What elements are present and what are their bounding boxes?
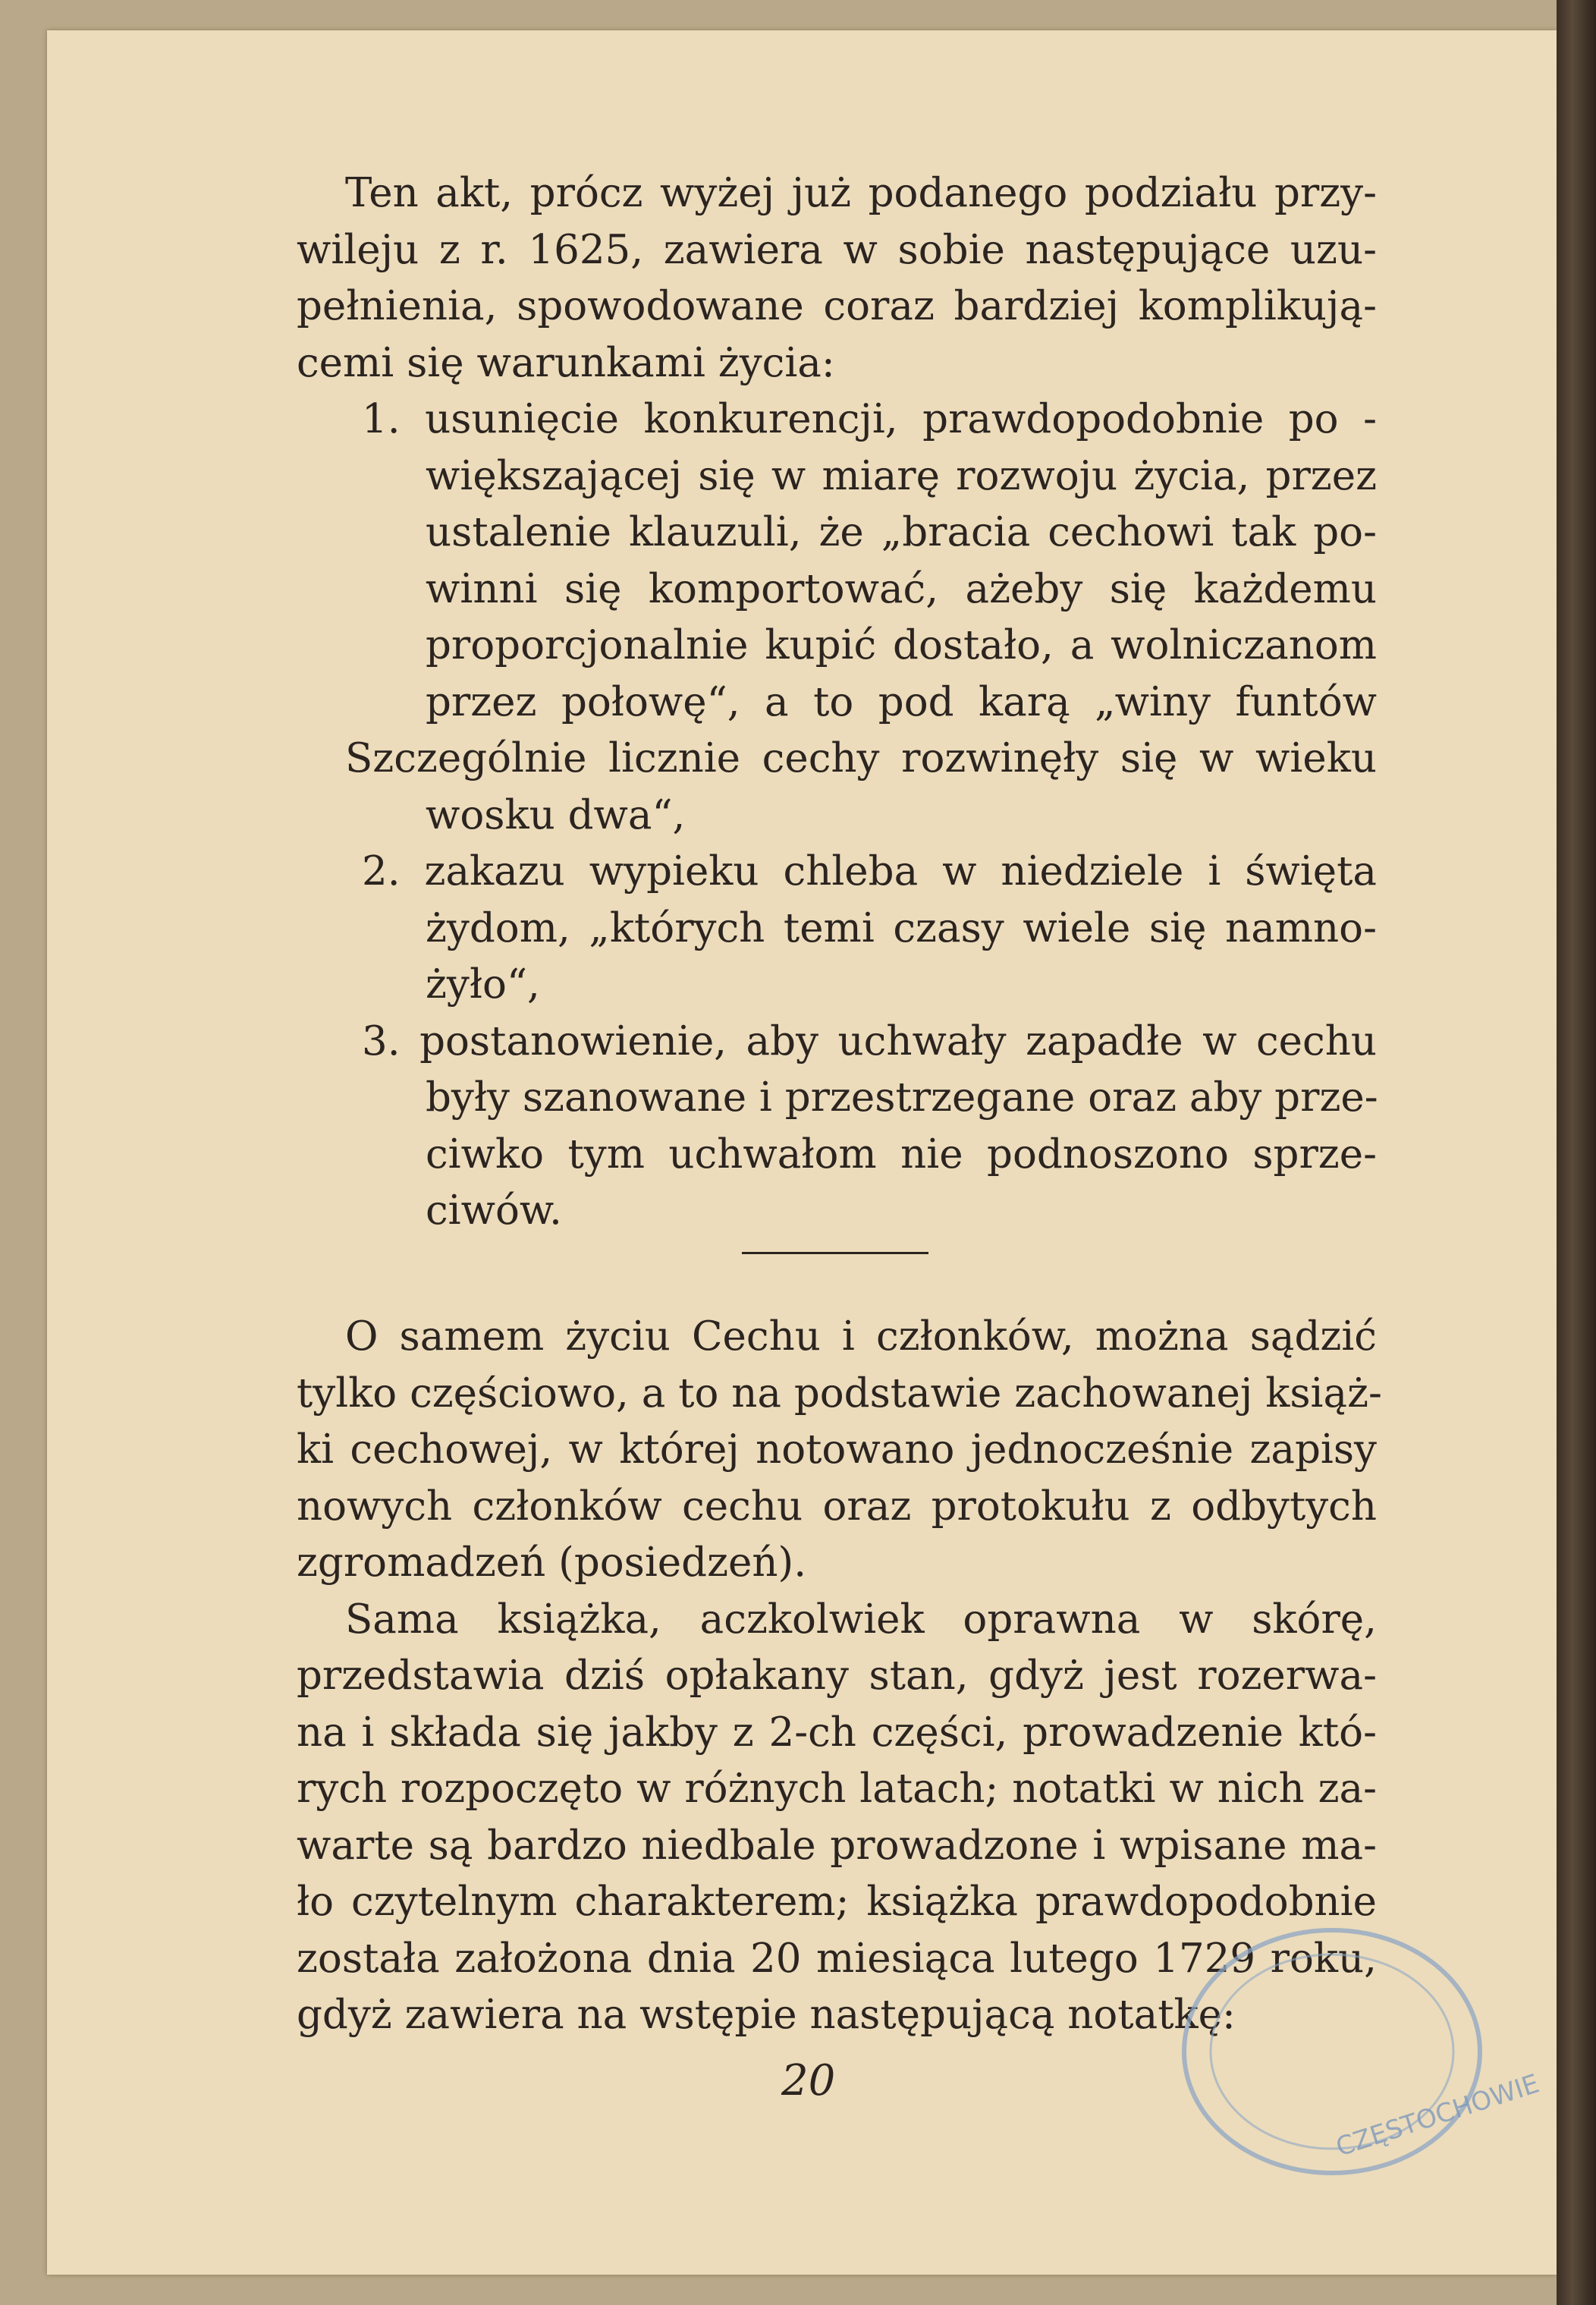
text-line: Sama książka, aczkolwiek oprawna w skórę, <box>345 1596 1377 1643</box>
text-line: nowych członków cechu oraz protokułu z odbytych <box>297 1483 1377 1530</box>
text-line: tylko częściowo, a to na podstawie zachowanej książ- <box>297 1369 1382 1417</box>
text-line: 1. usunięcie konkurencji, prawdopodobnie po - <box>362 396 1377 442</box>
text-line: została założona dnia 20 miesiąca lutego 1729 roku, <box>297 1935 1377 1982</box>
section-divider <box>742 1252 928 1254</box>
text-line: ło czytelnym charakterem; książka prawdopodobnie <box>297 1879 1377 1925</box>
list-item-2 <box>297 844 1377 1014</box>
book-binding-edge <box>1557 0 1596 2305</box>
text-line: wosku dwa“, <box>426 791 686 838</box>
text-line: cemi się warunkami życia: <box>297 339 835 386</box>
text-line: winni się komportować, ażeby się każdemu <box>426 565 1377 612</box>
text-line: zgromadzeń (posiedzeń). <box>297 1539 807 1586</box>
text-line: wileju z r. 1625, zawiera w sobie następujące uzu- <box>297 226 1377 273</box>
stamp-label: CZĘSTOCHOWIE <box>1332 2068 1543 2163</box>
text-line: przedstawia dziś opłakany stan, gdyż jest rozerwa- <box>297 1652 1377 1699</box>
page-number: 20 <box>781 2056 836 2105</box>
list-item-3 <box>297 1014 1377 1240</box>
page-text <box>297 165 1377 1240</box>
text-line: żyło“, <box>426 961 540 1008</box>
text-line: większającej się w miarę rozwoju życia, przez <box>426 452 1377 499</box>
paragraph-2 <box>297 1309 1382 1592</box>
text-line: O samem życiu Cechu i członków, można sądzić <box>345 1313 1377 1360</box>
text-line: warte są bardzo niedbale prowadzone i wpisane ma- <box>297 1822 1377 1869</box>
text-line: proporcjonalnie kupić dostało, a wolniczanom <box>426 622 1377 668</box>
text-line: na i składa się jakby z 2-ch części, prowadzenie któ- <box>297 1709 1377 1756</box>
text-line: 2. zakazu wypieku chleba w niedziele i święta <box>362 848 1377 895</box>
paragraph-1 <box>297 165 1377 392</box>
text-line: Ten akt, prócz wyżej już podanego podziału przy- <box>345 170 1377 216</box>
text-line: ustalenie klauzuli, że „bracia cechowi tak po- <box>426 509 1377 555</box>
text-line: 3. postanowienie, aby uchwały zapadłe w cechu <box>362 1017 1377 1064</box>
text-line: żydom, „których temi czasy wiele się namno- <box>426 904 1377 951</box>
text-line: ki cechowej, w której notowano jednocześnie zapisy <box>297 1426 1377 1473</box>
text-line: były szanowane i przestrzegane oraz aby prze- <box>426 1074 1378 1121</box>
list-item-1 <box>297 392 1377 844</box>
text-line: ciwów. <box>426 1187 562 1234</box>
text-line: gdyż zawiera na wstępie następującą notatkę: <box>297 1992 1236 2038</box>
library-stamp-icon <box>1165 1915 1543 2188</box>
text-line: przez połowę“, a to pod karą „winy funtów <box>426 678 1377 725</box>
misplaced-text-line: Szczególnie licznie cechy rozwinęły się w wieku <box>345 735 1377 781</box>
text-line: pełnienia, spowodowane coraz bardziej komplikują- <box>297 283 1377 329</box>
text-line: rych rozpoczęto w różnych latach; notatki w nich za- <box>297 1766 1377 1812</box>
text-line: ciwko tym uchwałom nie podnoszono sprze- <box>426 1130 1377 1178</box>
